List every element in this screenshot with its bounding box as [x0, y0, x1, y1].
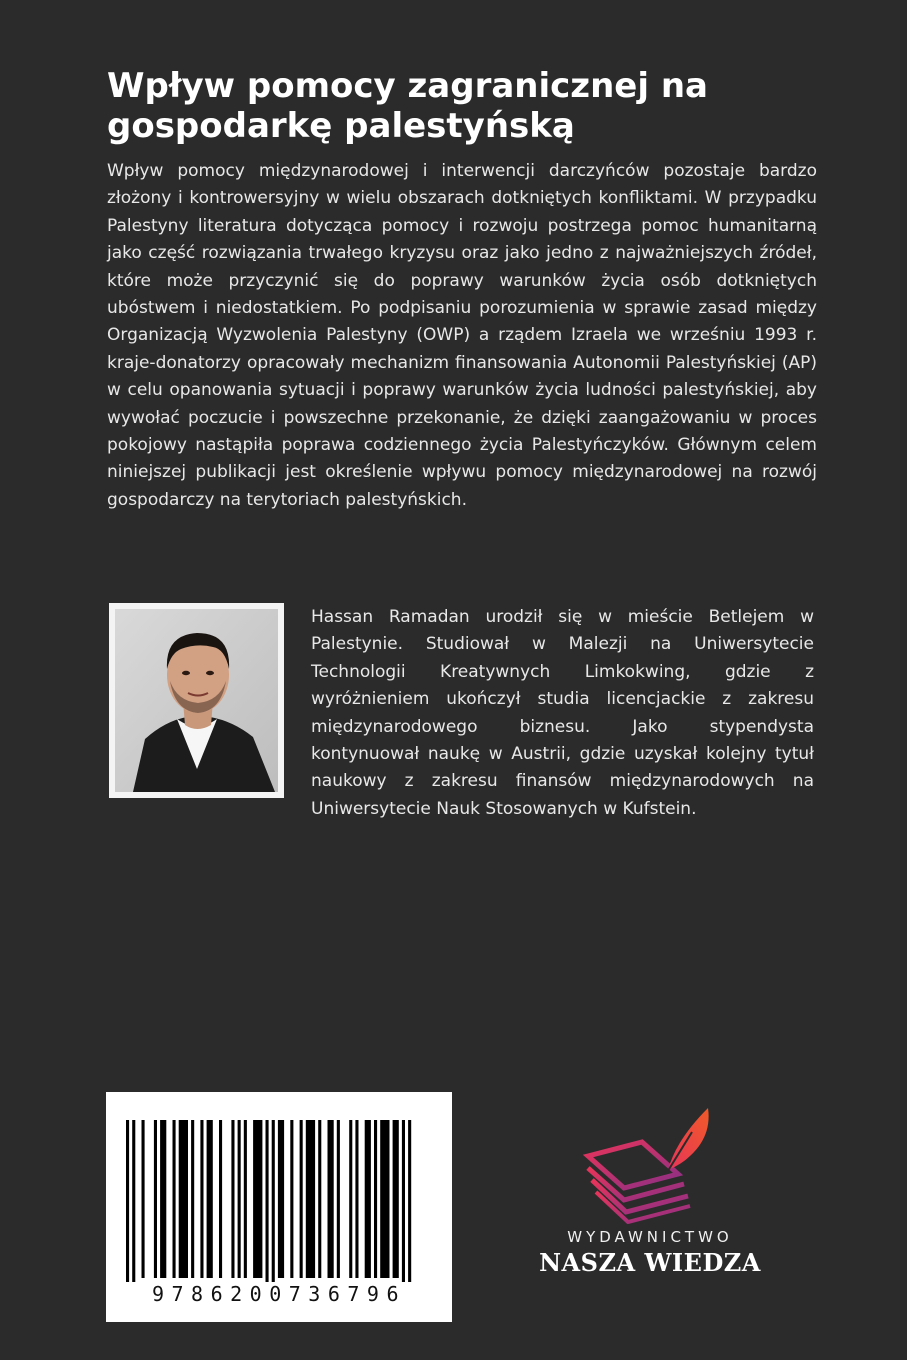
barcode-bar [306, 1120, 315, 1278]
barcode-bar [126, 1120, 129, 1282]
barcode-bar [337, 1120, 340, 1278]
barcode-bar [272, 1120, 275, 1282]
barcode-bar [266, 1120, 269, 1282]
barcode-bar [191, 1120, 194, 1278]
barcode-bar [365, 1120, 371, 1278]
barcode-bar [219, 1120, 222, 1278]
author-photo [109, 603, 284, 798]
publisher-prefix: WYDAWNICTWO [567, 1228, 733, 1246]
barcode-bar [278, 1120, 284, 1278]
barcode-bar [231, 1120, 234, 1278]
barcode-bar [349, 1120, 352, 1278]
barcode-bar [154, 1120, 157, 1278]
barcode-bar [142, 1120, 145, 1278]
barcode-bar [300, 1120, 303, 1278]
publisher-logo [530, 1100, 770, 1290]
author-portrait-image [115, 609, 278, 792]
barcode-bar [160, 1120, 166, 1278]
book-description: Wpływ pomocy międzynarodowej i interwencji darczyńców pozostaje bardzo złożony i kontrowersyjny w wielu obszarach dotkniętych konfliktami. W przypadku Palestyny literatura dotycząca pomocy i rozwoju postrzega pomoc humanitarną jako część rozwiązania trwałego kryzysu oraz jako jedno z najważniejszych źródeł, które może przyczynić się do poprawy warunków życia osób dotkniętych ubóstwem i niedostatkiem. Po podpisaniu porozumienia w sprawie zasad między Organizacją Wyzwolenia Palestyny (OWP) a rządem Izraela we wrześniu 1993 r. kraje-donatorzy opracowały mechanizm finansowania Autonomii Palestyńskiej (AP) w celu opanowania sytuacji i poprawy warunków życia ludności palestyńskiej, aby wywołać poczucie i powszechne przekonanie, że dzięki zaangażowaniu w proces pokojowy nastąpiła poprawa codziennego życia Palestyńczyków. Głównym celem niniejszej publikacji jest określenie wpływu pomocy międzynarodowej na rozwój gospodarczy na terytoriach palestyńskich. [107, 161, 817, 510]
barcode-bar [132, 1120, 135, 1282]
barcode-bar [374, 1120, 377, 1278]
barcode-bar [200, 1120, 203, 1278]
barcode-bar [328, 1120, 334, 1278]
barcode-bar [318, 1120, 321, 1278]
barcode-bar [355, 1120, 358, 1278]
barcode-bar [402, 1120, 405, 1282]
barcode-icon [106, 1092, 452, 1282]
book-quill-icon [580, 1100, 720, 1224]
isbn-number: 9786200736796 [151, 1282, 407, 1306]
barcode-bar [393, 1120, 399, 1278]
barcode-bar [173, 1120, 176, 1278]
barcode-bar [253, 1120, 262, 1278]
barcode-bar [207, 1120, 213, 1278]
publisher-name: NASZA WIEDZA [539, 1248, 761, 1277]
barcode-bar [238, 1120, 241, 1278]
barcode-bar [290, 1120, 293, 1278]
isbn-barcode [106, 1092, 452, 1322]
author-bio: Hassan Ramadan urodził się w mieście Betlejem w Palestynie. Studiował w Malezji na Uniwersytecie Technologii Kreatywnych Limkokwing, gdzie z wyróżnieniem ukończył studia licencjackie z zakresu międzynarodowego biznesu. Jako stypendysta kontynuował naukę w Austrii, gdzie uzyskał kolejny tytuł naukowy z zakresu finansów międzynarodowych na Uniwersytecie Nauk Stosowanych w Kufstein. [311, 607, 814, 819]
book-title: Wpływ pomocy zagranicznej na gospodarkę palestyńską [107, 66, 708, 146]
barcode-bar [244, 1120, 247, 1278]
barcode-bar [380, 1120, 389, 1278]
barcode-bar [408, 1120, 411, 1282]
barcode-bar [179, 1120, 188, 1278]
